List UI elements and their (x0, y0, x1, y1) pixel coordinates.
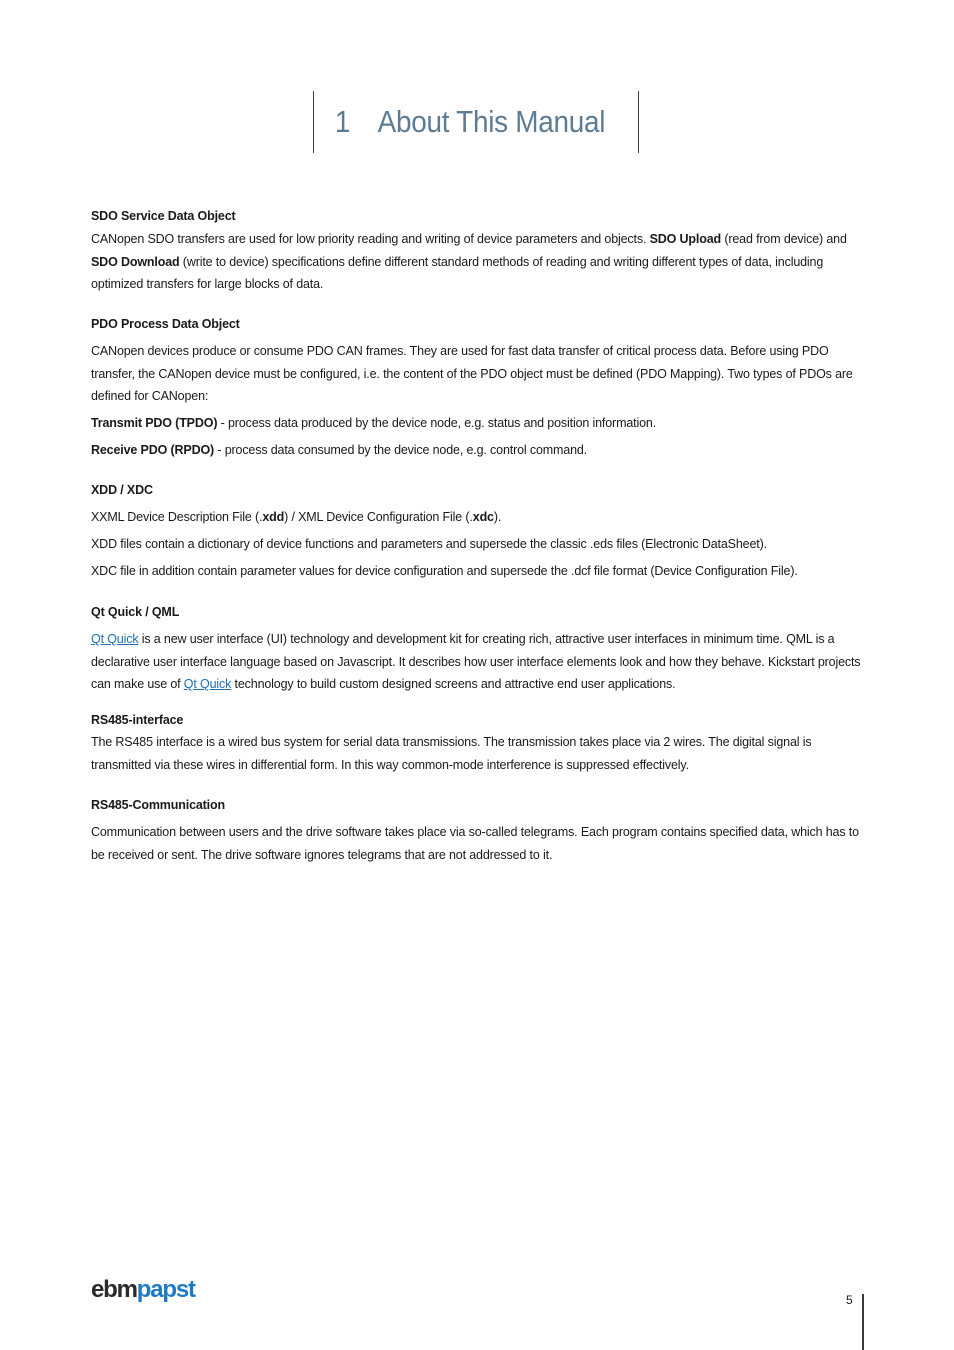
qt-quick-link-2[interactable]: Qt Quick (183, 677, 232, 691)
rs485-interface-paragraph: The RS485 interface is a wired bus system for serial data transmissions. The transmission takes place via 2 wires. The digital signal is transmitted via these wires in differential form. In this way common-mode interference is suppressed effectively. (91, 735, 812, 772)
section-heading-rs485-communication: RS485-Communication (91, 798, 225, 812)
logo-part-papst: papst (136, 1276, 195, 1303)
ebmpapst-logo (91, 1276, 195, 1304)
chapter-title: About This Manual (377, 104, 606, 139)
pdo-rpdo-line (91, 439, 866, 462)
qt-quick-link-1[interactable]: Qt Quick (91, 632, 139, 646)
pdo-tpdo-line (91, 412, 866, 435)
xdd-paragraph-3: XDC file in addition contain parameter values for device configuration and supersede the .dcf file format (Device Configuration File). (91, 564, 798, 578)
xdd-paragraph-1 (91, 506, 866, 529)
bold-term-sdo-upload: SDO Upload (649, 232, 722, 246)
rs485-communication-paragraph: Communication between users and the drive software takes place via so-called telegrams. Each program contains specified data, which has to be received or sent. The drive software ignores telegrams that are not addressed to it. (91, 825, 859, 862)
text-run: ) / XML Device Configuration File (. (284, 510, 473, 524)
chapter-number: 1 (334, 104, 351, 139)
bold-term-rpdo: Receive PDO (RPDO) (91, 443, 215, 457)
text-run: is a new user interface (UI) technology and development kit for creating rich, attractive user interfaces in minimum time. QML is a declarative user interface language based on Javascript. It describes how user interface elements look and how they behave. Kickstart projects can make use of (91, 632, 861, 691)
chapter-title-box (313, 91, 639, 153)
section-heading-pdo: PDO Process Data Object (91, 317, 240, 331)
page-number: 5 (846, 1293, 853, 1307)
text-run: XXML Device Description File (. (91, 510, 263, 524)
text-run: (read from device) and (721, 232, 847, 246)
qt-paragraph (91, 628, 866, 696)
section-heading-sdo: SDO Service Data Object (91, 209, 236, 223)
sdo-paragraph (91, 228, 866, 296)
pdo-paragraph: CANopen devices produce or consume PDO CAN frames. They are used for fast data transfer of critical process data. Before using PDO transfer, the CANopen device must be configured, i.e. the content of the PDO object must be defined (PDO Mapping). Two types of PDOs are defined for CANopen: (91, 344, 853, 403)
section-heading-rs485-interface: RS485-interface (91, 713, 184, 727)
text-run: CANopen SDO transfers are used for low priority reading and writing of device parameters and objects. (91, 232, 650, 246)
text-run: technology to build custom designed screens and attractive end user applications. (231, 677, 676, 691)
section-heading-qt: Qt Quick / QML (91, 605, 180, 619)
logo-part-ebm: ebm (91, 1276, 137, 1303)
bold-term-sdo-download: SDO Download (91, 254, 180, 269)
bold-term-tpdo: Transmit PDO (TPDO) (91, 416, 218, 430)
text-run: ). (493, 510, 502, 524)
text-run: - process data consumed by the device node, e.g. control command. (214, 443, 587, 457)
section-heading-xdd: XDD / XDC (91, 483, 153, 497)
text-run: (write to device) specifications define different standard methods of reading and writing different types of data, including optimized transfers for large blocks of data. (91, 254, 824, 291)
bold-term-xdc: xdc (472, 510, 494, 524)
bold-term-xdd: xdd (262, 510, 285, 524)
page-number-rule (862, 1294, 864, 1350)
text-run: - process data produced by the device node, e.g. status and position information. (217, 416, 657, 430)
xdd-paragraph-2: XDD files contain a dictionary of device functions and parameters and supersede the classic .eds files (Electronic DataSheet). (91, 537, 767, 551)
